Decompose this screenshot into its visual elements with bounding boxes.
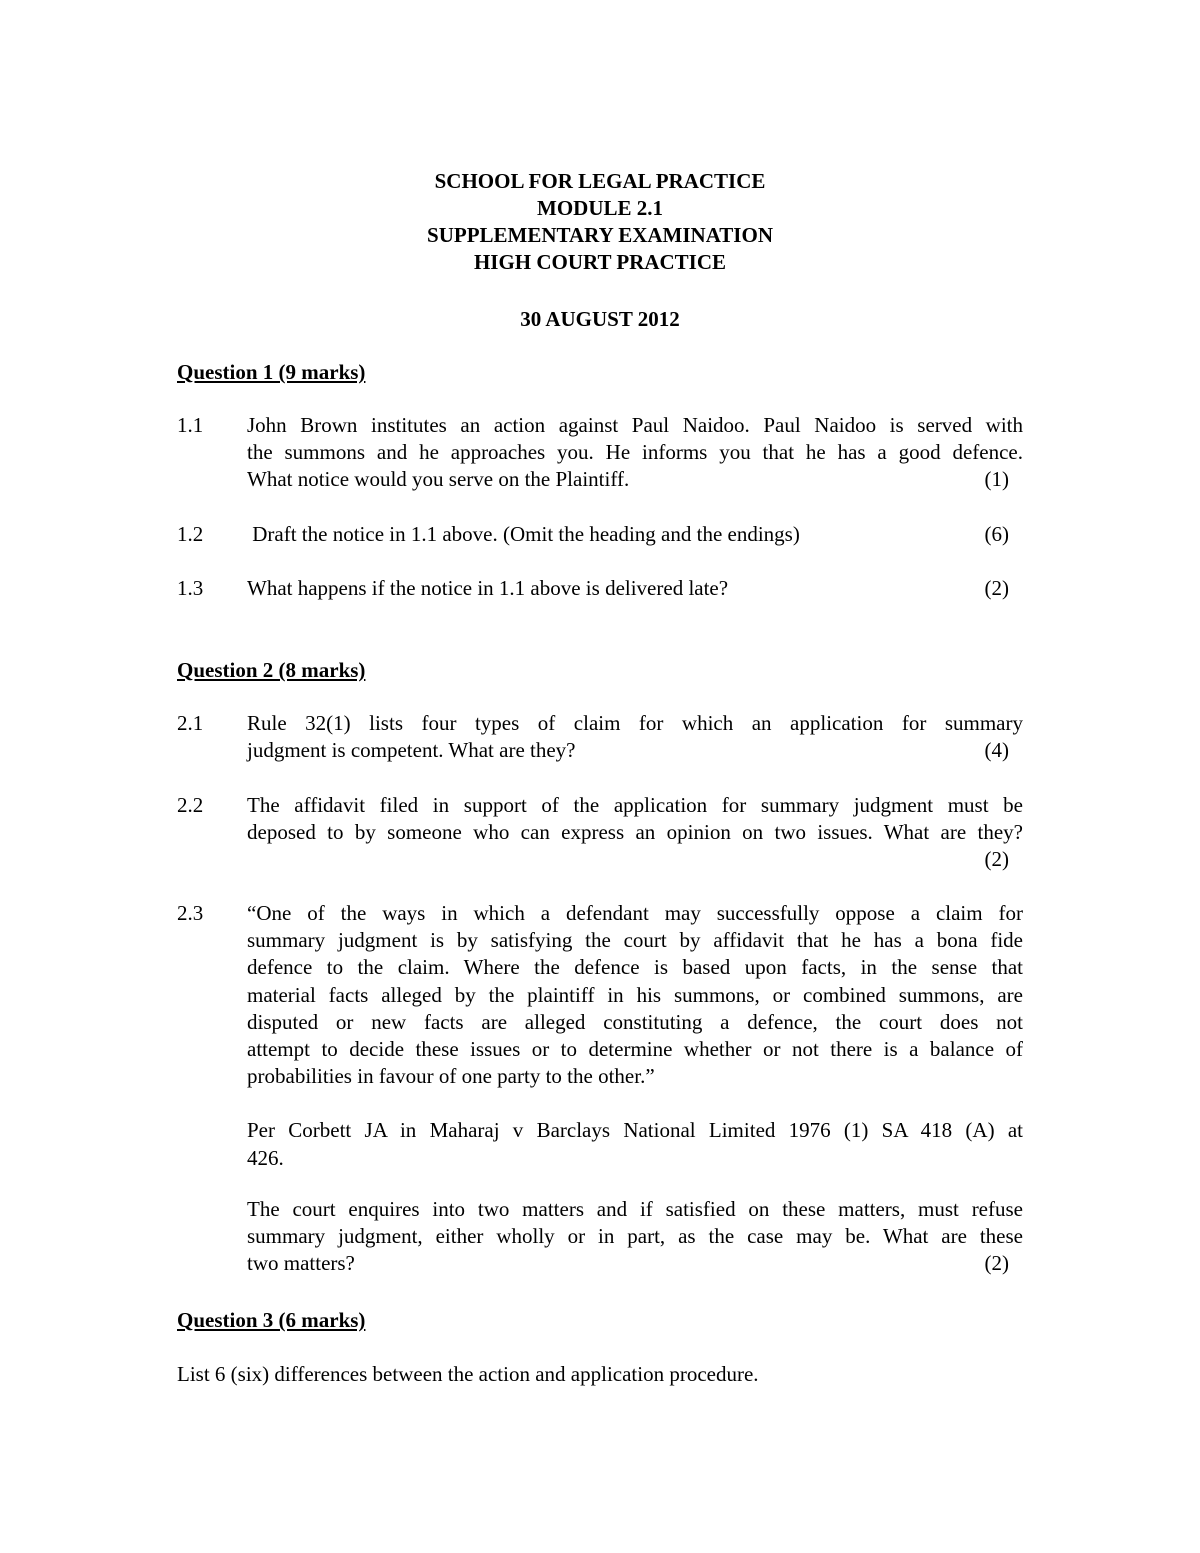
item-number: 1.3 <box>177 576 204 600</box>
subject-name: HIGH COURT PRACTICE <box>473 250 727 274</box>
exam-title-block <box>0 168 1200 276</box>
item-last-line <box>247 575 1023 602</box>
item-number: 1.1 <box>177 413 204 437</box>
module-name: MODULE 2.1 <box>537 196 663 220</box>
question-text <box>247 1196 1023 1278</box>
item-number: 2.1 <box>177 711 204 735</box>
case-citation <box>247 1117 1023 1171</box>
quote-line: probabilities in favour of one party to the other.” <box>247 1064 655 1089</box>
marks-label: (2) <box>984 847 1009 872</box>
question-2-heading: Question 2 (8 marks) <box>177 658 366 682</box>
question-1-heading: Question 1 (9 marks) <box>177 360 366 384</box>
citation-line: Per Corbett JA in Maharaj v Barclays National Limited 1976 (1) SA 418 (A) at <box>247 1118 1023 1143</box>
question-2-1 <box>177 710 1023 766</box>
exam-date: 30 AUGUST 2012 <box>520 307 680 331</box>
item-line: Rule 32(1) lists four types of claim for which an application for summary <box>247 711 1023 735</box>
question-3-heading: Question 3 (6 marks) <box>177 1308 366 1332</box>
quote-line: disputed or new facts are alleged constituting a defence, the court does not <box>247 1009 1023 1034</box>
question-line: The court enquires into two matters and if satisfied on these matters, must refuse <box>247 1196 1023 1221</box>
item-last-line <box>247 1250 1023 1277</box>
exam-type: SUPPLEMENTARY EXAMINATION <box>427 223 773 247</box>
item-number: 2.2 <box>177 793 204 817</box>
question-line: two matters? <box>247 1251 355 1276</box>
item-line: deposed to by someone who can express an opinion on two issues. What are they? <box>247 820 1023 845</box>
question-2-2 <box>177 792 1023 876</box>
quoted-passage <box>247 900 1023 1090</box>
question-2-3 <box>177 900 1023 1280</box>
quote-line: defence to the claim. Where the defence is based upon facts, in the sense that <box>247 955 1023 980</box>
marks-label: (4) <box>984 738 1009 763</box>
item-text <box>247 412 1023 494</box>
item-line: What happens if the notice in 1.1 above is delivered late? <box>247 576 729 600</box>
marks-label: (6) <box>984 522 1009 546</box>
question-1-2 <box>177 521 1023 549</box>
school-name: SCHOOL FOR LEGAL PRACTICE <box>434 169 766 193</box>
question-1-1 <box>177 412 1023 494</box>
quote-line: material facts alleged by the plaintiff in his summons, or combined summons, are <box>247 982 1023 1007</box>
item-line: the summons and he approaches you. He informs you that he has a good defence. <box>247 440 1023 465</box>
question-3-text: List 6 (six) differences between the action and application procedure. <box>177 1362 759 1386</box>
quote-line: attempt to decide these issues or to determine whether or not there is a balance of <box>247 1036 1023 1061</box>
item-text <box>247 710 1023 764</box>
item-line: John Brown institutes an action against Paul Naidoo. Paul Naidoo is served with <box>247 413 1023 437</box>
item-line: What notice would you serve on the Plaintiff. <box>247 467 630 492</box>
citation-line: 426. <box>247 1145 284 1170</box>
item-line: Draft the notice in 1.1 above. (Omit the heading and the endings) <box>247 522 800 546</box>
question-line: summary judgment, either wholly or in part, as the case may be. What are these <box>247 1223 1023 1248</box>
marks-label: (1) <box>984 467 1009 492</box>
quote-line: summary judgment is by satisfying the court by affidavit that he has a bona fide <box>247 928 1023 953</box>
item-text <box>247 792 1023 874</box>
quote-line: “One of the ways in which a defendant may successfully oppose a claim for <box>247 901 1023 925</box>
question-1-3 <box>177 575 1023 603</box>
item-text <box>247 900 1023 1277</box>
item-text <box>247 575 1023 602</box>
item-line: The affidavit filed in support of the application for summary judgment must be <box>247 793 1023 817</box>
item-number: 2.3 <box>177 901 204 925</box>
marks-label: (2) <box>984 1251 1009 1276</box>
item-line: judgment is competent. What are they? <box>247 738 576 763</box>
marks-label: (2) <box>984 576 1009 600</box>
item-last-line <box>247 521 1023 548</box>
item-last-line <box>247 466 1023 493</box>
item-last-line <box>247 737 1023 764</box>
item-text <box>247 521 1023 548</box>
item-number: 1.2 <box>177 522 204 546</box>
